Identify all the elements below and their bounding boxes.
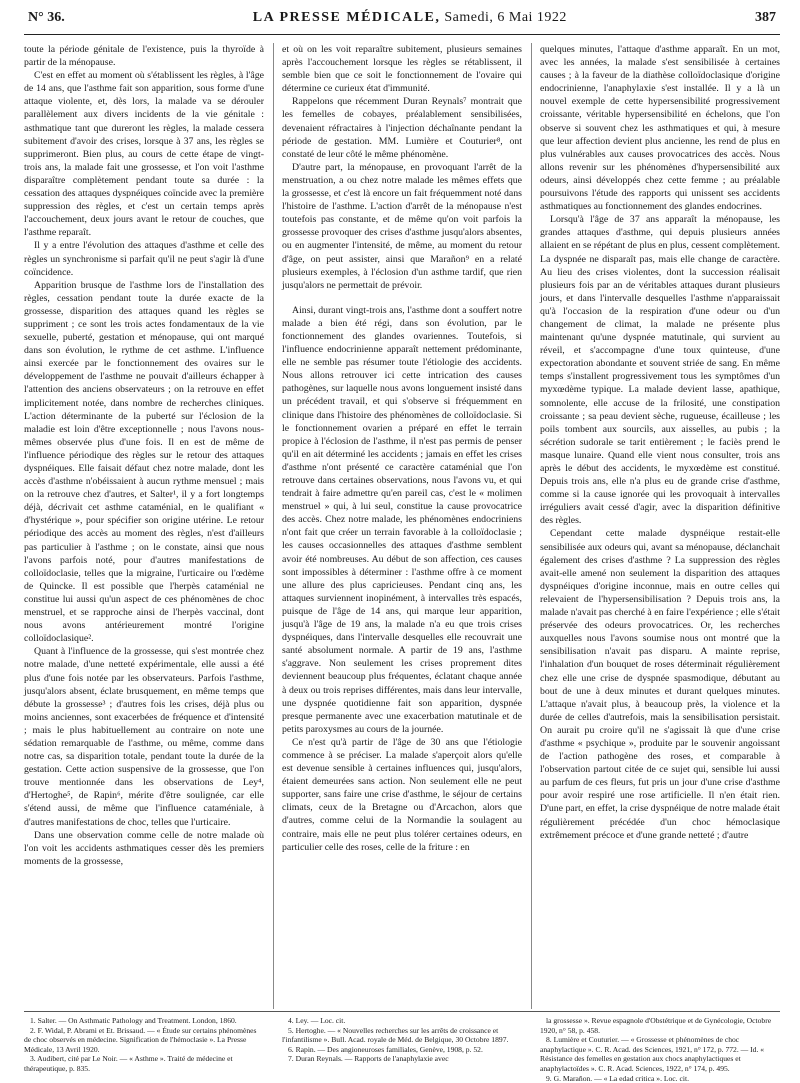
page-number: 387 (754, 10, 776, 25)
text-columns (24, 43, 780, 1009)
footnote: 7. Duran Reynals. — Rapports de l'anaphylaxie avec (288, 1054, 449, 1064)
paragraph: et où on les voit reparaître subitement, plusieurs semaines après l'accouchement lorsque les règles se rétablissent, il semble bien que ce soit le fonctionnement de l'ovaire qui détermine ce curieux état d'immunité. (282, 44, 522, 95)
issue-date: Samedi, 6 Mai 1922 (444, 10, 567, 25)
paragraph: Apparition brusque de l'asthme lors de l'installation des règles, cessation pendant toute la durée exacte de la grossesse, disparition des attaques quand les règles se suppriment ; ce sont les trois actes fondamentaux de la vie sexuelle, puberté, gestation et ménopause, qui ont marqué dans son évolution, le rythme de cet asthme. L'influence ainsi exercée par le fonctionnement des ovaires sur le développement de l'asthme ne pouvait d'ailleurs échapper à l'attention des anciens observateurs ; on la retrouve en effet implicitement notée, dans nombre de recherches cliniques. L'action déterminante de la puberté sur l'éclosion de la maladie est loin d'être exceptionnelle ; nous l'avons nous-mêmes observée plus d'une fois. Il en est de même de l'influence périodique des règles sur le retour des attaques dyspnéiques. Elle faisait défaut chez notre malade, dont les accès d'asthme n'obéissaient à aucun rythme mensuel ; mais on la retrouve chez d'autres, et Salter¹, il y a fort longtemps déjà, décrivait cet asthme cataménial, en le qualifiant « d'hystérique », pour spécifier son origine utérine. Le retour périodique des accès au moment des règles, n'est d'ailleurs pas particulier à l'asthme ; on le constate, ainsi que nous l'avons parfois noté, pour d'autres manifestations de colloïdoclasie, telles que la migraine, l'urticaire ou l'œdème de Quincke. Il est possible que l'herpès cataménial ne constitue lui aussi qu'un aspect de ces phénomènes de choc menstruel, et se rapproche ainsi de l'herpès vaccinal, dont nous avons antérieurement montré l'origine colloïdoclasique². (24, 279, 264, 645)
paragraph: toute la période génitale de l'existence, puis la thyroïde à partir de la ménopause. (24, 44, 264, 69)
column-2 (282, 43, 522, 1009)
footnote: 2. F. Widal, P. Abrami et Et. Brissaud. — « Étude sur certains phénomènes de choc observés en médecine. Signification de l'hémoclasie ». La Presse Médicale, 13 Avril 1920. (24, 1025, 257, 1054)
footnotes-column-3 (540, 1016, 780, 1083)
paragraph: quelques minutes, l'attaque d'asthme apparaît. En un mot, avec les années, la malade s'est sensibilisée à certaines causes ; à la faveur de la diathèse colloïdoclasique d'origine endocrinienne, l'anaphylaxie s'est installée. Il y a là un nouvel exemple de cette hypersensibilité progressivement croissante, véritable hypersensibilité en échelons, que l'on observe si souvent chez les asthmatiques et qui, à mesure que leur affection devient plus ancienne, les rend de plus en plus vulnérables aux causes provocatrices des accès. Nous allons revenir sur les phénomènes d'hypersensibilité aux odeurs, ainsi développés chez cette femme ; au préalable poursuivons l'étude des rapports qui unissent ses accidents asthmatiques au fonctionnement des glandes endocrines. (540, 44, 780, 213)
paragraph: Dans une observation comme celle de notre malade où l'on voit les accidents asthmatiques cesser dès les premiers moments de la grossesse, (24, 829, 264, 867)
paragraph: Quant à l'influence de la grossesse, qui s'est montrée chez notre malade, d'une netteté expérimentale, elle aussi a été plus d'une fois notée par les observateurs. Parfois l'asthme, jusqu'alors absent, éclate brusquement, en même temps que débute la grossesse³ ; d'autres fois les crises, déjà plus ou moins anciennes, sont exacerbées de fréquence et d'intensité ; mais le plus habituellement au contraire on note une sédation remarquable de l'asthme, ou même, comme dans notre cas, sa disparition totale, pendant toute la durée de la gestation. Cette action suspensive de la grossesse, que l'on trouve mentionnée dans les observations de Ley⁴, d'Hertoghe⁵, de Rapin⁶, mérite d'être soulignée, car elle s'étend aussi, de même que l'influence cataméniale, à d'autres manifestations de choc, telles que l'urticaire. (24, 646, 264, 828)
footnote: 1. Salter. — On Asthmatic Pathology and Treatment. London, 1860. (30, 1016, 237, 1025)
footnotes-column-2 (282, 1016, 522, 1083)
paragraph: Ce n'est qu'à partir de l'âge de 30 ans que l'étiologie commence à se préciser. La malade s'aperçoit alors qu'elle est devenue sensible à certaines influences qui, jusqu'alors, étaient demeurées sans action. Non seulement elle ne peut supporter, sans faire une crise d'asthme, le séjour de certains climats, ceux de la Bretagne ou d'Arcachon, alors que d'autres, comme celui de la Normandie la soulagent au contraire, mais elle ne peut plus tolérer certaines odeurs, en particulier celle des roses, celle de la friture : en (282, 736, 522, 853)
paragraph: Rappelons que récemment Duran Reynals⁷ montrait que les femelles de cobayes, préalablement sensibilisées, devenaient réfractaires à l'injection déchaînante pendant la période de gestation. MM. Lumière et Couturier⁸, ont constaté de leur côté le même phénomène. (282, 96, 522, 160)
footnotes (24, 1011, 780, 1083)
journal-page (24, 10, 780, 1083)
paragraph: Ainsi, durant vingt-trois ans, l'asthme dont a souffert notre malade a bien été régi, dans son évolution, par le fonctionnement des glandes ovariennes. Toutefois, si l'influence endocrinienne apparaît nettement prédominante, elle ne semble pas résumer toute l'étiologie des accidents. Nous allons retrouver ici cette intrication des causes pathogènes, sur laquelle nous avons longuement insisté dans un précédent travail, et qui s'observe si fréquemment en clinique dans l'histoire des phénomènes de colloïdoclasie. Si le fonctionnement ovarien a préparé en effet le terrain propice à l'éclosion de l'asthme, il n'est pas permis de penser qu'il en ait déterminé les accidents ; jamais en effet les crises d'asthme n'ont présenté ce caractère cataménial que l'on retrouve dans certaines observations, nous l'avons vu, et qui tendrait à faire admettre qu'en pareil cas, c'est le « molimen menstruel » qui, à lui seul, constitue la cause provocatrice des accès. Chez notre malade, les phénomènes endocriniens n'ont fait que créer un terrain favorable à la colloïdoclasie ; les causes occasionnelles des attaques d'asthme semblent avoir été nombreuses. Au début de son affection, ces causes sont impossibles à déterminer : l'asthme offre à ce moment une allure des plus capricieuses. Pendant cinq ans, les attaques surviennent inopinément, à intervalles très espacés, puisque de l'âge de 14 ans, qui marque leur apparition, jusqu'à l'âge de 19 ans, la malade n'a eu que trois crises dyspnéiques, dans l'intervalle desquelles elle recouvrait une santé absolument normale. A partir de 19 ans, l'asthme s'aggrave. Non seulement les crises proprement dites deviennent beaucoup plus fréquentes, éclatant chaque année à deux ou trois reprises différentes, mais dans leur intervalle, une dyspnée quotidienne fait son apparition, dyspnée presque permanente avec une exacerbation matutinale et de petits paroxysmes au cours de la journée. (282, 304, 522, 735)
page-header (24, 10, 780, 35)
footnote: 9. G. Marañon. — « La edad critica ». Loc. cit. (546, 1073, 689, 1083)
column-rule (273, 43, 274, 1009)
footnote: 5. Hertoghe. — « Nouvelles recherches sur les arrêts de croissance et l'infantilisme ». Bull. Acad. royale de Méd. de Belgique, 30 Octobre 1897. (282, 1025, 509, 1045)
section-break (282, 292, 522, 304)
paragraph: Lorsqu'à l'âge de 37 ans apparaît la ménopause, les grandes attaques d'asthme, qui depuis plusieurs années allaient en se répétant de plus en plus, cessent complètement. La dyspnée ne disparaît pas, mais elle change de caractère. Au lieu des crises violentes, dont la succession réalisait plusieurs fois par an de véritables attaques durant plusieurs jours, et dans l'intervalle desquelles l'asthme n'apparaissait qu'à l'occasion de la respiration d'une odeur ou d'un changement de climat, la malade ne présente plus maintenant qu'une dyspnée matutinale, qui survient au réveil, et s'accompagne d'une toux quinteuse, d'une expectoration abondante et souvent striée de sang. En même temps s'installent progressivement tous les symptômes d'un myxœdème typique. La malade devient lasse, apathique, somnolente, elle accuse de la frilosité, une constipation croissante ; sa peau devient sèche, rugueuse, écailleuse ; les poils tombent aux sourcils, aux aisselles, au pubis ; la sécrétion sudorale se tarit entièrement ; le faciès prend le masque lunaire. Quand elle vient nous consulter, trois ans après le début des accidents, le myxœdème est constitué. Depuis trois ans, elle n'a plus eu de grande crise d'asthme, comme si la cause ignorée qui les provoquait à intervalles irréguliers avait cessé d'agir, avec la disparition définitive des règles. (540, 214, 780, 527)
footnotes-column-1 (24, 1016, 264, 1083)
journal-name: LA PRESSE MÉDICALE, (252, 10, 441, 25)
footnote: 8. Lumière et Couturier. — « Grossesse et phénomènes de choc anaphylactique ». C. R. Acad. des Sciences, 1921, n° 172, p. 772. — Id. « Résistance des femelles en gestation aux chocs anaphylactiques et anaphylactoïdes ». C. R. Acad. Sciences, 1922, n° 174, p. 495. (540, 1035, 765, 1073)
column-rule (531, 43, 532, 1009)
footnote: la grossesse ». Revue espagnole d'Obstétrique et de Gynécologie, Octobre 1920, n° 58, p. 458. (540, 1016, 772, 1035)
column-3 (540, 43, 780, 1009)
paragraph: Il y a entre l'évolution des attaques d'asthme et celle des règles un synchronisme si parfait qu'il ne peut s'agir là d'une coïncidence. (24, 240, 264, 278)
footnote: 6. Rapin. — Des angioneuroses familiales, Genève, 1908, p. 52. (288, 1044, 483, 1054)
issue-number: N° 36. (28, 10, 65, 25)
column-1 (24, 43, 264, 1009)
running-title (253, 10, 567, 26)
footnote: 4. Ley. — Loc. cit. (288, 1016, 346, 1025)
paragraph: D'autre part, la ménopause, en provoquant l'arrêt de la menstruation, a ou chez notre malade les mêmes effets que la grossesse, et c'est là encore un fait fréquemment noté dans l'histoire de l'asthme. L'action d'arrêt de la ménopause n'est toutefois pas constante, et de même qu'on voit parfois la grossesse provoquer des crises d'asthme jusqu'alors absentes, ou en augmenter l'intensité, de même, au moment du retour d'âge, on peut assister, ainsi que Marañon⁹ en a relaté plusieurs exemples, à l'éclosion d'un asthme tardif, que rien jusqu'alors ne permettait de prévoir. (282, 161, 522, 291)
paragraph: C'est en effet au moment où s'établissent les règles, à l'âge de 14 ans, que l'asthme fait son apparition, sous forme d'une attaque violente, et, dès lors, la malade va se dérouler parallèlement aux divers incidents de la vie génitale : asthmatique tant que dureront les règles, la malade cessera subitement d'avoir des crises, lorsque à 37 ans, les règles se supprimeront. Bien plus, au cours de cette étape de vingt-trois ans, la malade fait une grossesse, et l'on voit l'asthme disparaître complètement pendant toute sa durée : la cessation des attaques dyspnéiques coïncide avec la première suppression des règles, et c'est un certain temps après l'accouchement, deux jours avant le retour de couches, que l'asthme reparaît. (24, 70, 264, 239)
footnote: 3. Audibert, cité par Le Noir. — « Asthme ». Traité de médecine et thérapeutique, p. 835. (24, 1054, 233, 1073)
paragraph: Cependant cette malade dyspnéique restait-elle sensibilisée aux odeurs qui, avant sa ménopause, déclanchait également des crises d'asthme ? La suppression des règles avait-elle amené non seulement la disparition des attaques dyspnéiques d'origine inconnue, mais en outre celles qui relevaient de l'hypersensibilisation ? Depuis trois ans, la malade n'avait pas cherché à en faire l'expérience ; elle s'était préservée des odeurs provocatrices. Or, les recherches auxquelles nous l'avons soumise nous ont montré que la sensibilisation n'avait pas disparu. A mainte reprise, l'inhalation d'un bouquet de roses déterminait régulièrement chez elle une crise de dyspnée spasmodique, débutant au bout de une à deux minutes et durant quelques minutes. L'attaque n'avait plus, à beaucoup près, la violence et la durée de celles d'autrefois, mais la sensibilisation persistait. On aurait pu croire qu'il ne s'agissait là que d'une crise d'asthme « psychique », produite par le souvenir angoissant de l'action pathogène des roses, et comparable à l'observation partout citée de ce sujet qui, sensible lui aussi au parfum de ces fleurs, fut pris un jour d'une crise d'asthme pour avoir respiré une rose artificielle. Il n'en était rien. D'une part, en effet, la crise dyspnéique de notre malade était régulièrement précédée d'un choc hémoclasique extrêmement précoce et d'une grande netteté ; d'autre (540, 528, 780, 841)
